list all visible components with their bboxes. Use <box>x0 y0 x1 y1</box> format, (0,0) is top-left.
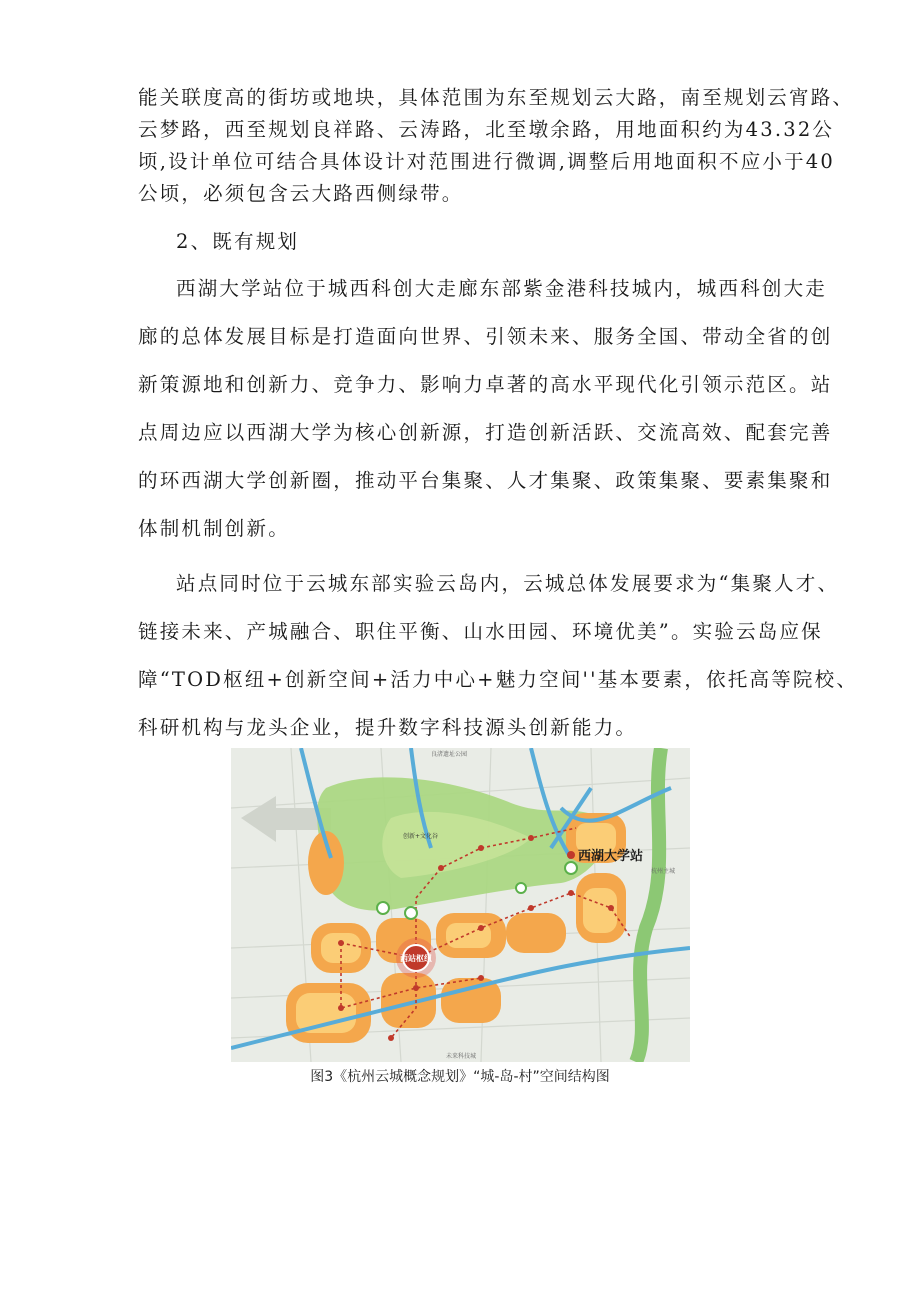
paragraph-line: 障“TOD枢纽+创新空间+活力中心+魅力空间''基本要素，依托高等院校、 <box>138 668 859 691</box>
spatial-structure-map <box>231 748 690 1062</box>
station-label: 西湖大学站 <box>578 849 644 864</box>
paragraph-line: 廊的总体发展目标是打造面向世界、引领未来、服务全国、带动全省的创 <box>138 325 833 348</box>
park-label: 良渚遗址公园 <box>431 751 468 758</box>
paragraph-scope <box>138 82 855 210</box>
section-heading: 2、既有规划 <box>176 230 300 253</box>
bottom-label: 未来科技城 <box>446 1053 477 1060</box>
paragraph-existing-plan <box>138 265 833 553</box>
paragraph-line: 公顷，必须包含云大路西侧绿带。 <box>138 182 464 205</box>
hub-label: 西站枢纽 <box>400 954 432 963</box>
paragraph-line: 点周边应以西湖大学为核心创新源，打造创新活跃、交流高效、配套完善 <box>138 421 833 444</box>
paragraph-line: 云梦路，西至规划良祥路、云涛路，北至墩余路，用地面积约为43.32公 <box>138 118 835 141</box>
figure-caption: 图3《杭州云城概念规划》“城-岛-村”空间结构图 <box>310 1069 610 1085</box>
paragraph-line: 体制机制创新。 <box>138 517 290 540</box>
road-label: 杭州主城 <box>651 868 676 875</box>
paragraph-line: 能关联度高的街坊或地块，具体范围为东至规划云大路，南至规划云宵路、 <box>138 86 855 109</box>
paragraph-line: 科研机构与龙头企业，提升数字科技源头创新能力。 <box>138 716 638 739</box>
paragraph-line: 站点同时位于云城东部实验云岛内，云城总体发展要求为“集聚人才、 <box>176 572 840 595</box>
paragraph-cloud-city <box>138 560 859 752</box>
station-marker <box>567 851 575 859</box>
paragraph-line: 新策源地和创新力、竞争力、影响力卓著的高水平现代化引领示范区。站 <box>138 373 833 396</box>
paragraph-line: 西湖大学站位于城西科创大走廊东部紫金港科技城内，城西科创大走 <box>176 277 828 300</box>
center-label: 创新+文化谷 <box>403 833 439 840</box>
paragraph-line: 链接未来、产城融合、职住平衡、山水田园、环境优美”。实验云岛应保 <box>138 620 823 643</box>
paragraph-line: 顷,设计单位可结合具体设计对范围进行微调,调整后用地面积不应小于40 <box>138 150 836 173</box>
paragraph-line: 的环西湖大学创新圈，推动平台集聚、人才集聚、政策集聚、要素集聚和 <box>138 469 833 492</box>
